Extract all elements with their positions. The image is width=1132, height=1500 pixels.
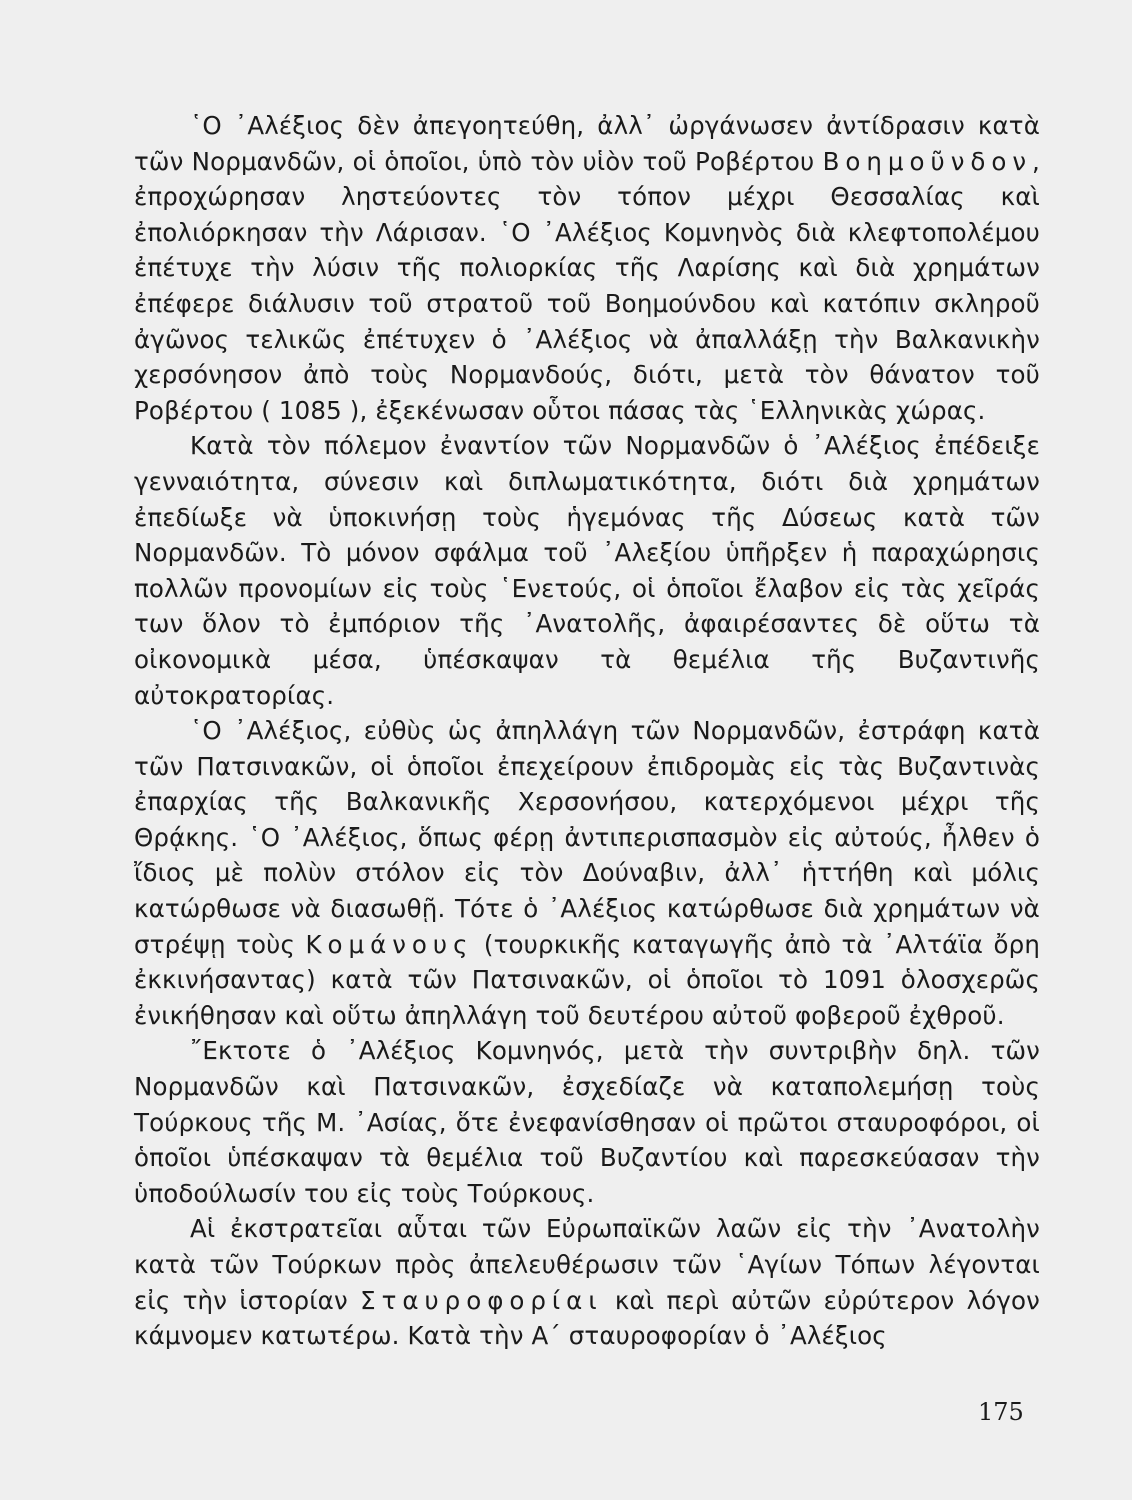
paragraph-1 [134,108,1040,428]
spaced-term-crusades: Σταυροφορίαι [360,1285,603,1315]
spaced-name-boemund: Βοημοῦνδον [822,146,1033,176]
paragraph-5 [134,1211,1040,1353]
text-run: Κατὰ τὸν πόλεμον ἐναντίον τῶν Νορμανδῶν ὁ ᾿Αλέξιος ἐπέδειξε γενναιότητα, σύνεσιν καὶ διπλωματικότητα, διότι διὰ χρημάτων ἐπεδίωξε νὰ ὑποκινήσῃ τοὺς ἡγεμόνας τῆς Δύσεως κατὰ τῶν Νορμανδῶν. Τὸ μόνον σφάλμα τοῦ ᾿Αλεξίου ὑπῆρξεν ἡ παραχώρησις πολλῶν προνομίων εἰς τοὺς ῾Ενετούς, οἱ ὁποῖοι ἔλαβον εἰς τὰς χεῖράς των ὅλον τὸ ἐμπόριον τῆς ᾿Ανατολῆς, ἀφαιρέσαντες δὲ οὕτω τὰ οἰκονομικὰ μέσα, ὑπέσκαψαν τὰ θεμέλια τῆς Βυζαντινῆς αὐτοκρατορίας. [134,431,1040,710]
paragraph-3 [134,713,1040,1033]
text-run: ῎Εκτοτε ὁ ᾿Αλέξιος Κομνηνός, μετὰ τὴν συντριβὴν δηλ. τῶν Νορμανδῶν καὶ Πατσινακῶν, ἐσχεδίαζε νὰ καταπολεμήσῃ τοὺς Τούρκους τῆς Μ. ᾿Ασίας, ὅτε ἐνεφανίσθησαν οἱ πρῶτοι σταυροφόροι, οἱ ὁποῖοι ὑπέσκαψαν τὰ θεμέλια τοῦ Βυζαντίου καὶ παρεσκεύασαν τὴν ὑποδούλωσίν του εἰς τοὺς Τούρκους. [134,1036,1040,1208]
page-number: 175 [978,1398,1024,1426]
text-run: Αἱ ἐκστρατεῖαι αὗται τῶν Εὐρωπαϊκῶν λαῶν εἰς τὴν ᾿Ανατολὴν κατὰ τῶν Τούρκων πρὸς ἀπελευθέρωσιν τῶν ῾Αγίων Τόπων λέγονται εἰς τὴν ἱστορίαν [134,1214,1040,1315]
text-run: , ἐπροχώρησαν ληστεύοντες τὸν τόπον μέχρι Θεσσαλίας καὶ ἐπολιόρκησαν τὴν Λάρισαν. ῾Ο ᾿Αλέξιος Κομνηνὸς διὰ κλεφτοπολέμου ἐπέτυχε τὴν λύσιν τῆς πολιορκίας τῆς Λαρίσης καὶ διὰ χρημάτων ἐπέφερε διάλυσιν τοῦ στρατοῦ τοῦ Βοημούνδου καὶ κατόπιν σκληροῦ ἀγῶνος τελικῶς ἐπέτυχεν ὁ ᾿Αλέξιος νὰ ἀπαλλάξῃ τὴν Βαλκανικὴν χερσόνησον ἀπὸ τοὺς Νορμανδούς, διότι, μετὰ τὸν θάνατον τοῦ Ροβέρτου ( 1085 ), ἐξεκένωσαν οὗτοι πάσας τὰς ῾Ελληνικὰς χώρας. [134,146,1040,425]
body-text [134,108,1040,1354]
text-run: ῾Ο ᾿Αλέξιος δὲν ἀπεγοητεύθη, ἀλλ᾿ ὠργάνωσεν ἀντίδρασιν κατὰ τῶν Νορμανδῶν, οἱ ὁποῖοι, ὑπὸ τὸν υἱὸν τοῦ Ροβέρτου [134,111,1040,176]
spaced-name-cumans: Κομάνους [305,929,474,959]
text-run: καὶ περὶ αὐτῶν εὐρύτερον λόγον κάμνομεν κατωτέρω. Κατὰ τὴν Α΄ σταυροφορίαν ὁ ᾿Αλέξιος [134,1285,1040,1351]
paragraph-2 [134,428,1040,713]
text-run: ῾Ο ᾿Αλέξιος, εὐθὺς ὡς ἀπηλλάγη τῶν Νορμανδῶν, ἐστράφη κατὰ τῶν Πατσινακῶν, οἱ ὁποῖοι ἐπεχείρουν ἐπιδρομὰς εἰς τὰς Βυζαντινὰς ἐπαρχίας τῆς Βαλκανικῆς Χερσονήσου, κατερχόμενοι μέχρι τῆς Θρᾴκης. ῾Ο ᾿Αλέξιος, ὅπως φέρῃ ἀντιπερισπασμὸν εἰς αὐτούς, ἦλθεν ὁ ἴδιος μὲ πολὺν στόλον εἰς τὸν Δούναβιν, ἀλλ᾿ ἡττήθη καὶ μόλις κατώρθωσε νὰ διασωθῇ. Τότε ὁ ᾿Αλέξιος κατώρθωσε διὰ χρημάτων νὰ στρέψῃ τοὺς [134,716,1040,959]
paragraph-4 [134,1033,1040,1211]
text-run: (τουρκικῆς καταγωγῆς ἀπὸ τὰ ᾿Αλτάϊα ὄρη ἐκκινήσαντας) κατὰ τῶν Πατσινακῶν, οἱ ὁποῖοι τὸ 1091 ὁλοσχερῶς ἐνικήθησαν καὶ οὕτω ἀπηλλάγη τοῦ δευτέρου αὐτοῦ φοβεροῦ ἐχθροῦ. [134,929,1040,1030]
